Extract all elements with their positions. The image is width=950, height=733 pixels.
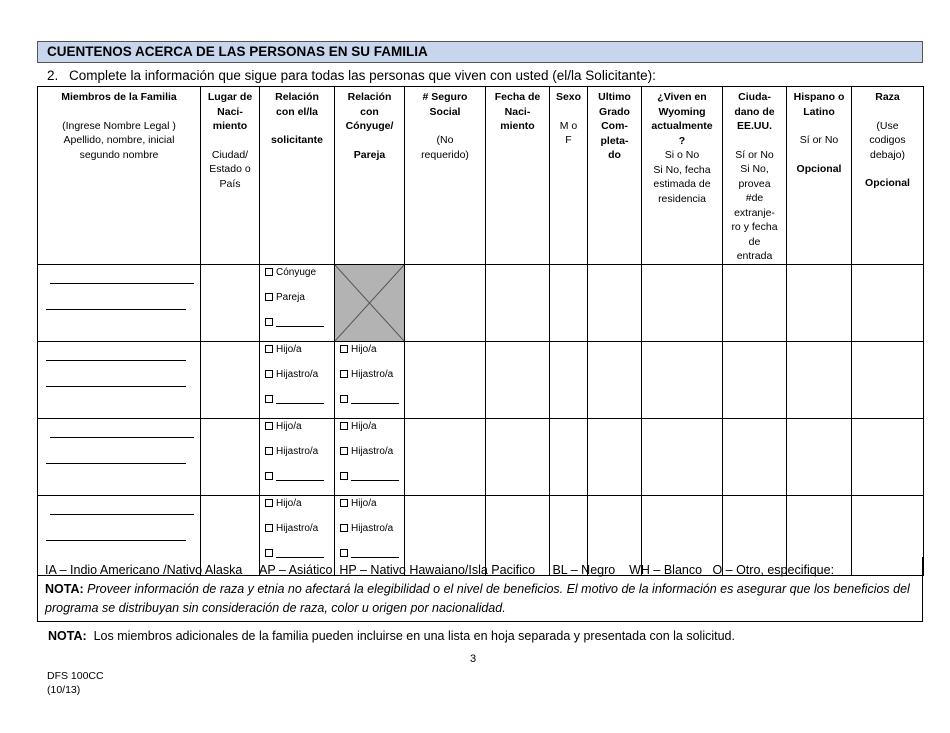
birthplace-cell[interactable]	[201, 264, 260, 341]
birthdate-cell[interactable]	[486, 264, 550, 341]
hispanic-cell[interactable]	[787, 264, 852, 341]
race-cell[interactable]	[852, 341, 924, 418]
race-note-text: Proveer información de raza y etnia no afectará la elegibilidad o el nivel de beneficios. El motivo de la información es asegurar que los beneficios del programa se distribuyan sin consideración de raza, color u origen por nacionalidad.	[45, 582, 910, 615]
other-checkbox[interactable]	[340, 472, 348, 480]
form-code: DFS 100CC	[47, 670, 104, 682]
child-checkbox[interactable]	[340, 345, 348, 353]
surname-line[interactable]	[50, 428, 194, 438]
question-2	[47, 67, 656, 85]
citizen-cell[interactable]	[723, 341, 787, 418]
child-label: Hijo/a	[276, 420, 302, 432]
col-ssn: # Seguro Social (No requerido)	[405, 87, 486, 265]
grade-cell[interactable]	[588, 418, 642, 495]
other-race-field[interactable]	[841, 564, 883, 576]
relation-spouse-cell	[335, 341, 405, 418]
other-relation-field[interactable]	[276, 393, 324, 404]
birthplace-cell[interactable]	[201, 341, 260, 418]
surname-line[interactable]	[50, 274, 194, 284]
family-members-table	[37, 86, 924, 576]
child-label: Hijo/a	[276, 343, 302, 355]
col-relation-applicant: Relación con el/la solicitante	[260, 87, 335, 265]
stepchild-label: Hijastro/a	[351, 368, 394, 380]
stepchild-checkbox[interactable]	[340, 370, 348, 378]
ssn-cell[interactable]	[405, 418, 486, 495]
child-checkbox[interactable]	[265, 422, 273, 430]
other-checkbox[interactable]	[265, 472, 273, 480]
col-birthplace: Lugar de Naci- miento Ciudad/ Estado o País	[201, 87, 260, 265]
table-row	[38, 341, 924, 418]
stepchild-label: Hijastro/a	[276, 445, 319, 457]
race-codes-box	[37, 557, 923, 622]
crossed-out-cell	[335, 264, 405, 341]
partner-checkbox[interactable]	[265, 293, 273, 301]
col-members: Miembros de la Familia (Ingrese Nombre Legal ) Apellido, nombre, inicial segundo nombre	[38, 87, 201, 265]
other-relation-field[interactable]	[351, 393, 399, 404]
stepchild-label: Hijastro/a	[276, 368, 319, 380]
ssn-cell[interactable]	[405, 341, 486, 418]
form-id	[47, 669, 104, 697]
race-note-label: NOTA:	[45, 582, 84, 596]
stepchild-checkbox[interactable]	[265, 370, 273, 378]
race-codes-line	[45, 561, 914, 580]
birthplace-cell[interactable]	[201, 418, 260, 495]
given-name-line[interactable]	[46, 300, 186, 310]
stepchild-label: Hijastro/a	[276, 522, 319, 534]
race-cell[interactable]	[852, 418, 924, 495]
other-checkbox[interactable]	[340, 395, 348, 403]
other-relation-field[interactable]	[276, 316, 324, 327]
col-sex: Sexo M o F	[550, 87, 588, 265]
other-relation-field[interactable]	[351, 470, 399, 481]
relation-applicant-cell	[260, 418, 335, 495]
page-number: 3	[470, 653, 477, 665]
partner-label: Pareja	[276, 291, 305, 303]
additional-note-text: Los miembros adicionales de la familia pueden incluirse en una lista en hoja separada y presentada con la solicitud.	[93, 629, 735, 643]
spouse-label: Cónyuge	[276, 266, 317, 278]
child-checkbox[interactable]	[265, 499, 273, 507]
child-label: Hijo/a	[276, 497, 302, 509]
birthdate-cell[interactable]	[486, 341, 550, 418]
other-checkbox[interactable]	[265, 318, 273, 326]
race-cell[interactable]	[852, 264, 924, 341]
spouse-checkbox[interactable]	[265, 268, 273, 276]
other-relation-field[interactable]	[351, 547, 399, 558]
relation-applicant-cell	[260, 264, 335, 341]
sex-cell[interactable]	[550, 264, 588, 341]
form-date: (10/13)	[47, 684, 81, 696]
additional-note-label: NOTA:	[48, 629, 87, 643]
stepchild-label: Hijastro/a	[351, 445, 394, 457]
cross-out-icon	[335, 265, 404, 341]
question-number: 2.	[47, 68, 59, 83]
stepchild-checkbox[interactable]	[340, 447, 348, 455]
citizen-cell[interactable]	[723, 264, 787, 341]
section-header: CUENTENOS ACERCA DE LAS PERSONAS EN SU FAMILIA	[37, 41, 923, 63]
wyoming-cell[interactable]	[642, 264, 723, 341]
hispanic-cell[interactable]	[787, 418, 852, 495]
additional-members-note	[48, 629, 735, 643]
col-hispanic: Hispano o Latino Sí or No Opcional	[787, 87, 852, 265]
given-name-line[interactable]	[46, 531, 186, 541]
member-name-cell[interactable]	[38, 418, 201, 495]
other-checkbox[interactable]	[265, 549, 273, 557]
other-relation-field[interactable]	[276, 470, 324, 481]
col-grade: Ultimo Grado Com- pleta- do	[588, 87, 642, 265]
surname-line[interactable]	[46, 351, 186, 361]
other-relation-field[interactable]	[276, 547, 324, 558]
wyoming-cell[interactable]	[642, 341, 723, 418]
child-checkbox[interactable]	[340, 422, 348, 430]
hispanic-cell[interactable]	[787, 341, 852, 418]
stepchild-label: Hijastro/a	[351, 522, 394, 534]
ssn-cell[interactable]	[405, 264, 486, 341]
given-name-line[interactable]	[46, 454, 186, 464]
member-name-cell[interactable]	[38, 264, 201, 341]
stepchild-checkbox[interactable]	[340, 524, 348, 532]
child-label: Hijo/a	[351, 420, 377, 432]
col-wyoming: ¿Viven en Wyoming actualmente ? Si o No Si No, fecha estimada de residencia	[642, 87, 723, 265]
col-race: Raza (Use codigos debajo) Opcional	[852, 87, 924, 265]
child-label: Hijo/a	[351, 343, 377, 355]
other-checkbox[interactable]	[340, 549, 348, 557]
birthdate-cell[interactable]	[486, 418, 550, 495]
table-row	[38, 264, 924, 341]
other-checkbox[interactable]	[265, 395, 273, 403]
child-checkbox[interactable]	[265, 345, 273, 353]
table-header-row	[38, 87, 924, 265]
surname-line[interactable]	[50, 505, 194, 515]
child-checkbox[interactable]	[340, 499, 348, 507]
col-citizen: Ciuda- dano de EE.UU. Sí or No Si No, provea #de extranje- ro y fecha de entrada	[723, 87, 787, 265]
grade-cell[interactable]	[588, 341, 642, 418]
given-name-line[interactable]	[46, 377, 186, 387]
relation-spouse-cell	[335, 418, 405, 495]
child-label: Hijo/a	[351, 497, 377, 509]
citizen-cell[interactable]	[723, 418, 787, 495]
col-birthdate: Fecha de Naci- miento	[486, 87, 550, 265]
stepchild-checkbox[interactable]	[265, 524, 273, 532]
race-note	[45, 580, 914, 618]
question-text: Complete la información que sigue para todas las personas que viven con usted (el/la Solicitante):	[69, 68, 656, 83]
relation-applicant-cell	[260, 341, 335, 418]
sex-cell[interactable]	[550, 341, 588, 418]
col-relation-spouse: Relación con Cónyuge/ Pareja	[335, 87, 405, 265]
wyoming-cell[interactable]	[642, 418, 723, 495]
table-row	[38, 418, 924, 495]
sex-cell[interactable]	[550, 418, 588, 495]
grade-cell[interactable]	[588, 264, 642, 341]
stepchild-checkbox[interactable]	[265, 447, 273, 455]
member-name-cell[interactable]	[38, 341, 201, 418]
race-codes: IA – Indio Americano /Nativo Alaska AP – Asiático HP – Nativo Hawaiano/Isla Pacifico BL – Negro WH – Blanco O – Otro, especifique:	[45, 563, 835, 577]
